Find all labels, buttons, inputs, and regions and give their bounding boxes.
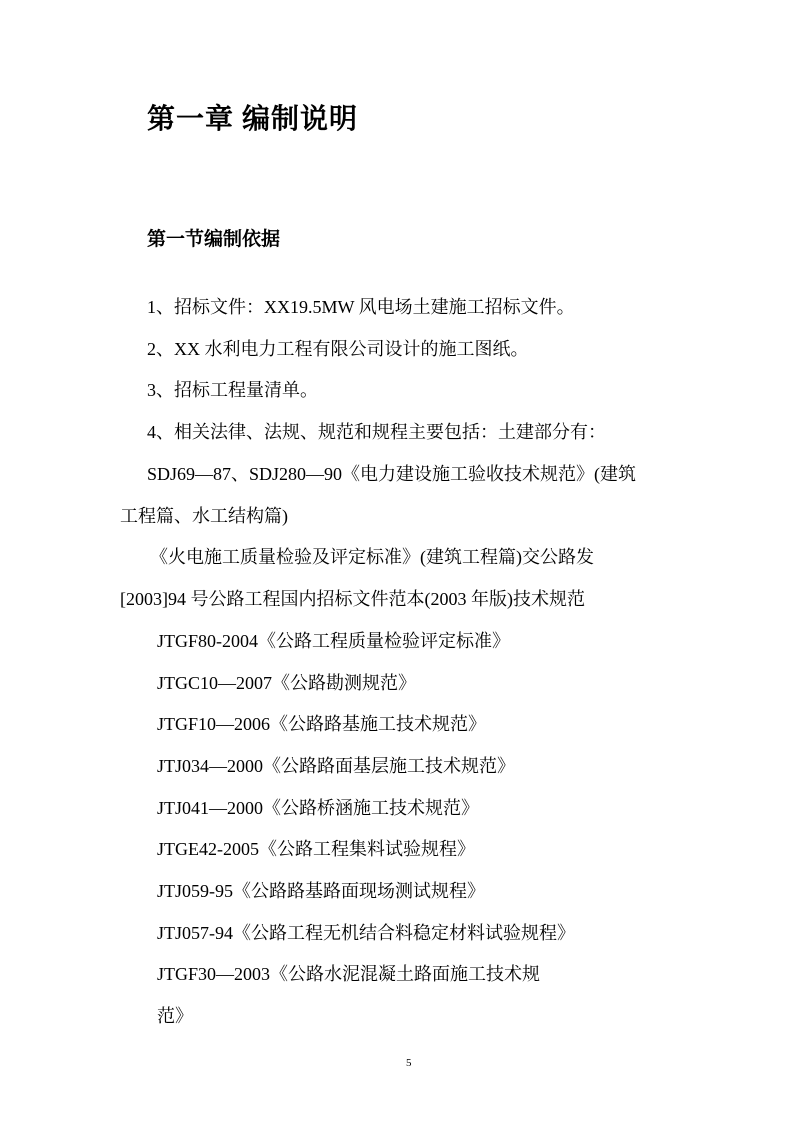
paragraph-line: SDJ69—87、SDJ280—90《电力建设施工验收技术规范》(建筑	[147, 464, 637, 484]
reference-line: JTGE42-2005《公路工程集料试验规程》	[157, 839, 475, 859]
paragraph-line: 《火电施工质量检验及评定标准》(建筑工程篇)交公路发	[150, 547, 594, 567]
reference-line: JTJ041—2000《公路桥涵施工技术规范》	[157, 798, 480, 818]
reference-line: JTGF10—2006《公路路基施工技术规范》	[157, 714, 487, 734]
section-title: 第一节编制依据	[147, 229, 281, 250]
paragraph-line: [2003]94 号公路工程国内招标文件范本(2003 年版)技术规范	[120, 589, 585, 609]
paragraph-line: 1、招标文件：XX19.5MW 风电场土建施工招标文件。	[147, 297, 575, 317]
reference-line: JTGF30—2003《公路水泥混凝土路面施工技术规	[157, 964, 541, 984]
chapter-title: 第一章 编制说明	[147, 104, 359, 135]
reference-line: JTJ059-95《公路路基路面现场测试规程》	[157, 881, 485, 901]
paragraph-line: 4、相关法律、法规、规范和规程主要包括：土建部分有：	[147, 422, 606, 442]
paragraph-line: 2、XX 水利电力工程有限公司设计的施工图纸。	[147, 339, 529, 359]
reference-line: 范》	[157, 1006, 193, 1026]
page-number: 5	[406, 1057, 412, 1069]
paragraph-line: 工程篇、水工结构篇)	[120, 506, 288, 526]
reference-line: JTGC10—2007《公路勘测规范》	[157, 673, 417, 693]
reference-line: JTJ034—2000《公路路面基层施工技术规范》	[157, 756, 516, 776]
reference-line: JTGF80-2004《公路工程质量检验评定标准》	[157, 631, 511, 651]
reference-line: JTJ057-94《公路工程无机结合料稳定材料试验规程》	[157, 923, 575, 943]
paragraph-line: 3、招标工程量清单。	[147, 380, 318, 400]
